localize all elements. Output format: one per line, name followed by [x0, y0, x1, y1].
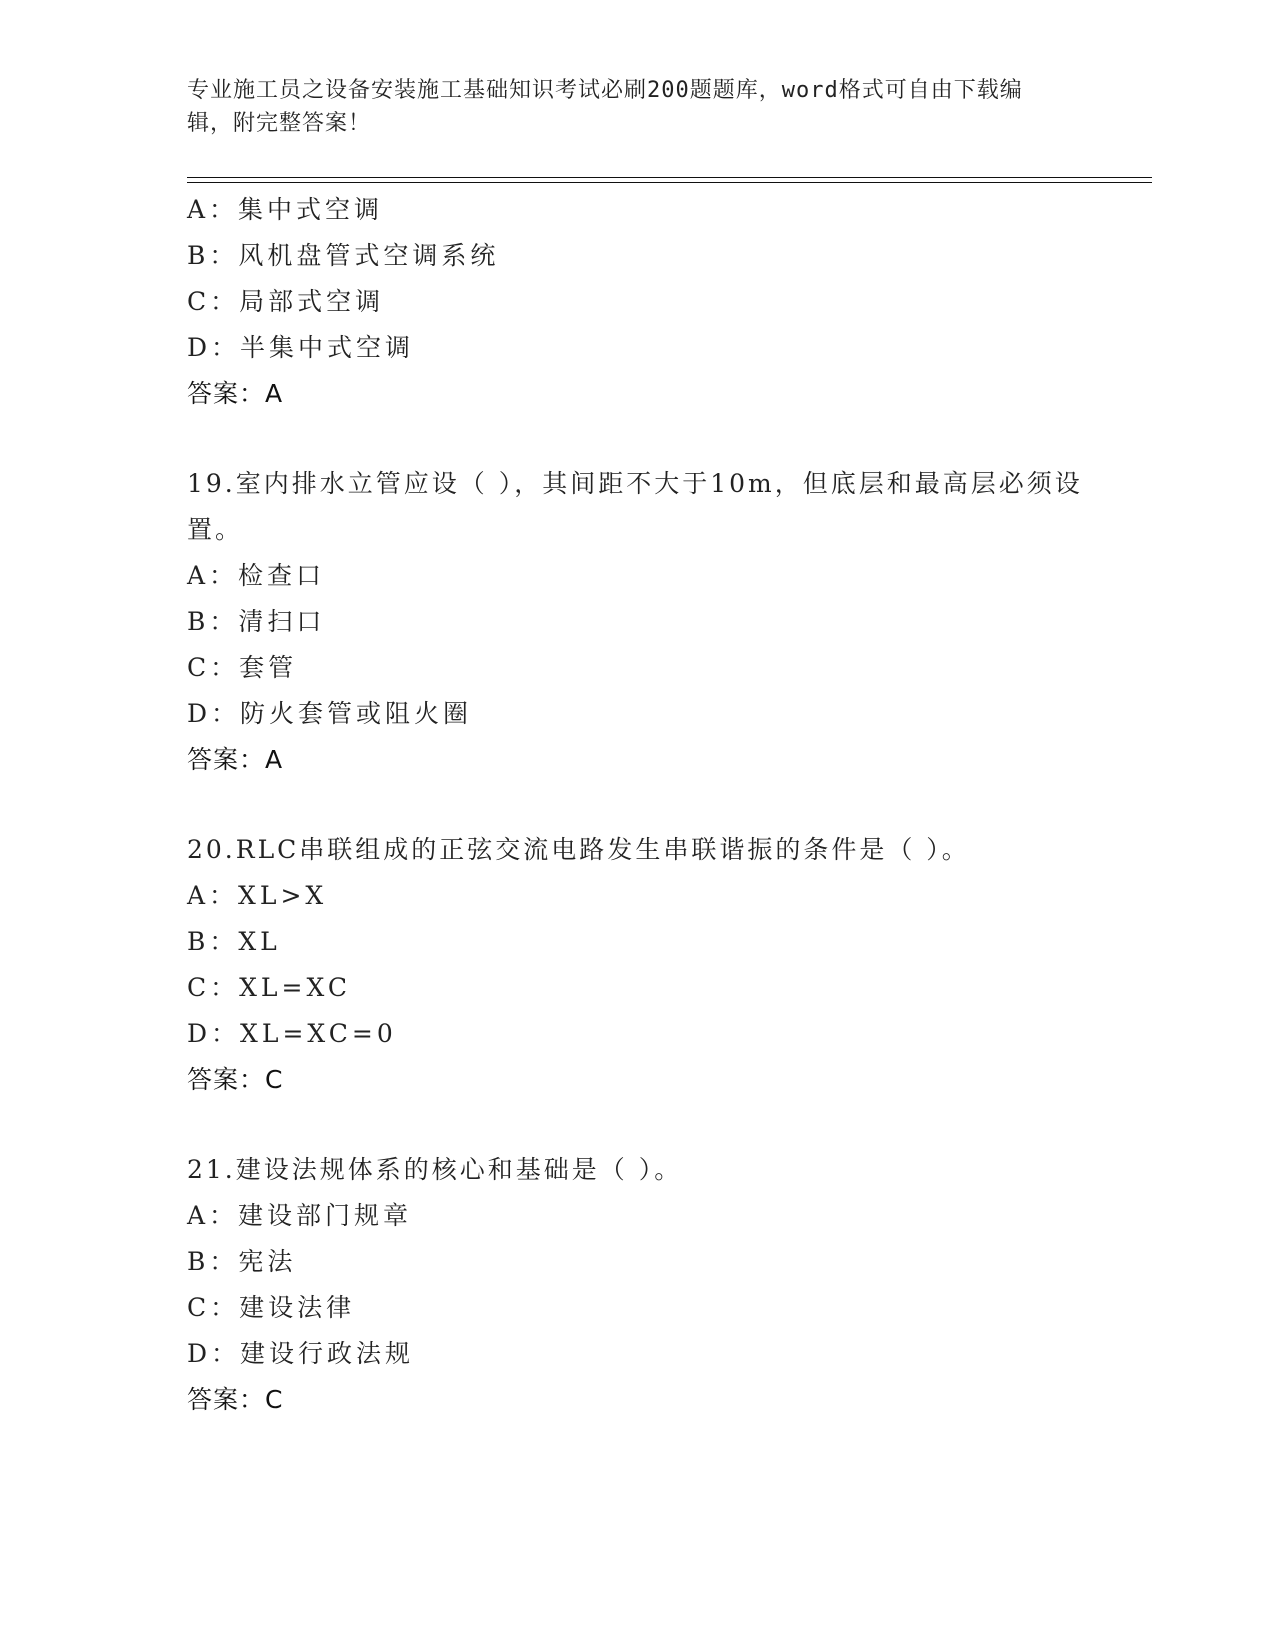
option-c: C：建设法律	[187, 1293, 356, 1322]
question-block-19	[187, 461, 1107, 783]
question-text: 20.RLC串联组成的正弦交流电路发生串联谐振的条件是（ ）。	[187, 835, 970, 864]
answer: 答案：C	[187, 1385, 284, 1414]
option-b: B：宪法	[187, 1247, 297, 1276]
question-text: 21.建设法规体系的核心和基础是（ ）。	[187, 1155, 683, 1184]
header-divider-top	[187, 177, 1152, 178]
option-c: C：局部式空调	[187, 287, 385, 316]
option-c: C：套管	[187, 653, 298, 682]
question-text: 19.室内排水立管应设（ ），其间距不大于10m，但底层和最高层必须设置。	[187, 469, 1083, 544]
option-d: D：建设行政法规	[187, 1339, 415, 1368]
option-a: A：集中式空调	[187, 195, 384, 224]
question-block-21	[187, 1147, 1107, 1423]
question-block-18	[187, 187, 1107, 417]
option-a: A：建设部门规章	[187, 1201, 413, 1230]
option-b: B：XL	[187, 927, 281, 956]
option-a: A：检查口	[187, 561, 326, 590]
option-d: D：XL=XC=0	[187, 1019, 397, 1048]
option-d: D：防火套管或阻火圈	[187, 699, 473, 728]
answer: 答案：A	[187, 379, 284, 408]
document-header: 专业施工员之设备安装施工基础知识考试必刷200题题库，word格式可自由下载编辑，附完整答案！	[187, 78, 1023, 136]
answer: 答案：C	[187, 1065, 284, 1094]
option-d: D：半集中式空调	[187, 333, 415, 362]
option-a: A：XL>X	[187, 881, 328, 910]
header-divider-bottom	[187, 182, 1152, 183]
question-block-20	[187, 827, 1107, 1103]
option-b: B：风机盘管式空调系统	[187, 241, 500, 270]
option-b: B：清扫口	[187, 607, 326, 636]
answer: 答案：A	[187, 745, 284, 774]
question-list	[187, 187, 1107, 1423]
option-c: C：XL=XC	[187, 973, 351, 1002]
